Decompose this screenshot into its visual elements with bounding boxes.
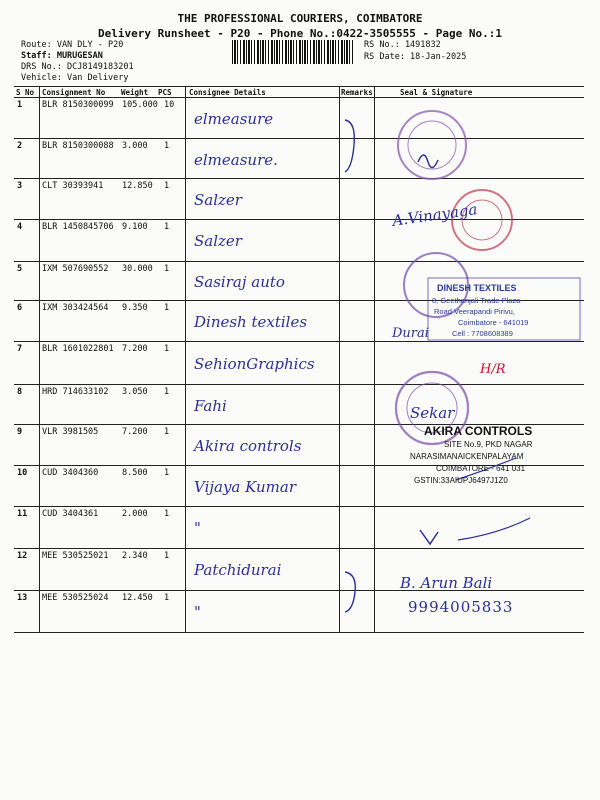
row-consignment: IXM 303424564	[42, 303, 109, 313]
row-pcs: 1	[164, 427, 170, 437]
row-sno: 13	[17, 593, 28, 603]
row-sno: 3	[17, 181, 23, 191]
akira-stamp-address1: SITE No.9, PKD NAGAR	[444, 440, 533, 449]
row-consignment: MEE 530525021	[42, 551, 109, 561]
row-pcs: 1	[164, 509, 170, 519]
row-consignee-handwritten: Dinesh textiles	[194, 313, 308, 331]
row-consignment: VLR 3981505	[42, 427, 99, 437]
row-weight: 7.200	[122, 427, 148, 437]
signature-row12-phone: 9994005833	[408, 598, 514, 616]
staff-label: Staff: MURUGESAN	[21, 51, 103, 61]
drs-number: DRS No.: DCJ8149183201	[21, 62, 134, 72]
row-sno: 10	[17, 468, 28, 478]
row-consignee-handwritten: SehionGraphics	[194, 355, 315, 373]
dinesh-stamp-phone: Cell : 7708608389	[452, 329, 513, 338]
row-weight: 3.000	[122, 141, 148, 151]
row-sno: 4	[17, 222, 23, 232]
akira-stamp-gstin: GSTIN:33AIUPJ6497J1Z0	[414, 476, 508, 485]
col-header-sno: S No	[16, 88, 35, 97]
remark-hr: H/R	[480, 362, 506, 377]
page-title: THE PROFESSIONAL COURIERS, COIMBATORE	[177, 12, 423, 25]
row-consignee-handwritten: "	[194, 519, 201, 537]
row-weight: 2.000	[122, 509, 148, 519]
signature-scribble	[458, 518, 530, 540]
row-sno: 6	[17, 303, 23, 313]
akira-stamp-address2: NARASIMANAICKENPALAYAM	[410, 452, 524, 461]
row-weight: 105.000	[122, 100, 158, 110]
dinesh-stamp-city: Coimbatore - 641019	[458, 318, 529, 327]
row-sno: 9	[17, 427, 23, 437]
col-header-consignee: Consignee Details	[189, 88, 266, 97]
row-consignee-handwritten: "	[194, 603, 201, 621]
signature-row6: Durai	[392, 326, 429, 341]
page-subtitle: Delivery Runsheet - P20 - Phone No.:0422-3505555 - Page No.:1	[98, 27, 502, 40]
row-consignee-handwritten: Vijaya Kumar	[194, 478, 297, 496]
signature-row12-name: B. Arun Bali	[400, 574, 493, 592]
row-consignment: MEE 530525024	[42, 593, 109, 603]
row-consignment: HRD 714633102	[42, 387, 109, 397]
rs-number: RS No.: 1491832	[364, 40, 441, 50]
row-sno: 1	[17, 100, 23, 110]
row-consignee-handwritten: Akira controls	[194, 437, 302, 455]
row-consignee-handwritten: elmeasure	[194, 110, 274, 128]
col-header-weight: Weight	[121, 88, 149, 97]
akira-stamp-name: AKIRA CONTROLS	[424, 424, 533, 438]
round-seal-stamp	[398, 111, 466, 179]
row-weight: 12.850	[122, 181, 153, 191]
row-pcs: 1	[164, 141, 170, 151]
col-header-pcs: PCS	[158, 88, 172, 97]
row-consignee-handwritten: elmeasure.	[194, 151, 278, 169]
col-header-consignment: Consignment No	[42, 88, 106, 97]
row-consignment: BLR 8150300088	[42, 141, 114, 151]
dinesh-stamp-address2: Road Veerapandi Pirivu,	[434, 307, 515, 316]
signature-row8: Sekar	[410, 404, 455, 422]
row-weight: 7.200	[122, 344, 148, 354]
row-weight: 12.450	[122, 593, 153, 603]
dinesh-stamp-name: DINESH TEXTILES	[437, 283, 517, 293]
row-pcs: 1	[164, 181, 170, 191]
col-header-seal: Seal & Signature	[400, 88, 473, 97]
row-consignment: IXM 507690552	[42, 264, 109, 274]
route-label: Route: VAN DLY - P20	[21, 40, 124, 50]
remark-bracket	[345, 120, 354, 172]
dinesh-stamp-address1: 8, Geethanjali Trade Plaza	[432, 296, 521, 305]
signature-row3: A.Vinayaga	[391, 200, 479, 230]
row-sno: 12	[17, 551, 28, 561]
row-pcs: 1	[164, 593, 170, 603]
row-consignee-handwritten: Patchidurai	[194, 561, 282, 579]
vehicle-label: Vehicle: Van Delivery	[21, 73, 129, 83]
row-pcs: 1	[164, 468, 170, 478]
row-weight: 3.050	[122, 387, 148, 397]
akira-stamp-city: COIMBATORE - 641 031	[436, 464, 526, 473]
row-weight: 9.100	[122, 222, 148, 232]
row-weight: 9.350	[122, 303, 148, 313]
row-consignment: CLT 30393941	[42, 181, 104, 191]
row-pcs: 1	[164, 387, 170, 397]
row-sno: 8	[17, 387, 23, 397]
row-pcs: 1	[164, 551, 170, 561]
row-consignee-handwritten: Salzer	[194, 232, 242, 250]
row-pcs: 1	[164, 222, 170, 232]
row-sno: 7	[17, 344, 23, 354]
row-sno: 2	[17, 141, 23, 151]
row-consignee-handwritten: Sasiraj auto	[194, 273, 285, 291]
row-consignment: CUD 3404360	[42, 468, 99, 478]
row-sno: 5	[17, 264, 23, 274]
rs-date: RS Date: 18-Jan-2025	[364, 52, 467, 62]
row-weight: 2.340	[122, 551, 148, 561]
row-sno: 11	[17, 509, 28, 519]
row-consignment: BLR 1450845706	[42, 222, 114, 232]
row-pcs: 10	[164, 100, 175, 110]
row-consignment: BLR 8150300099	[42, 100, 114, 110]
row-consignee-handwritten: Fahi	[194, 397, 227, 415]
row-consignment: CUD 3404361	[42, 509, 99, 519]
signature-scribble	[418, 155, 438, 168]
row-weight: 30.000	[122, 264, 153, 274]
row-pcs: 1	[164, 303, 170, 313]
row-pcs: 1	[164, 344, 170, 354]
signature-scribble	[420, 530, 438, 544]
remark-bracket	[345, 572, 355, 612]
row-consignment: BLR 1601022801	[42, 344, 114, 354]
row-weight: 8.500	[122, 468, 148, 478]
col-header-remarks: Remarks	[341, 88, 373, 97]
row-pcs: 1	[164, 264, 170, 274]
row-consignee-handwritten: Salzer	[194, 191, 242, 209]
